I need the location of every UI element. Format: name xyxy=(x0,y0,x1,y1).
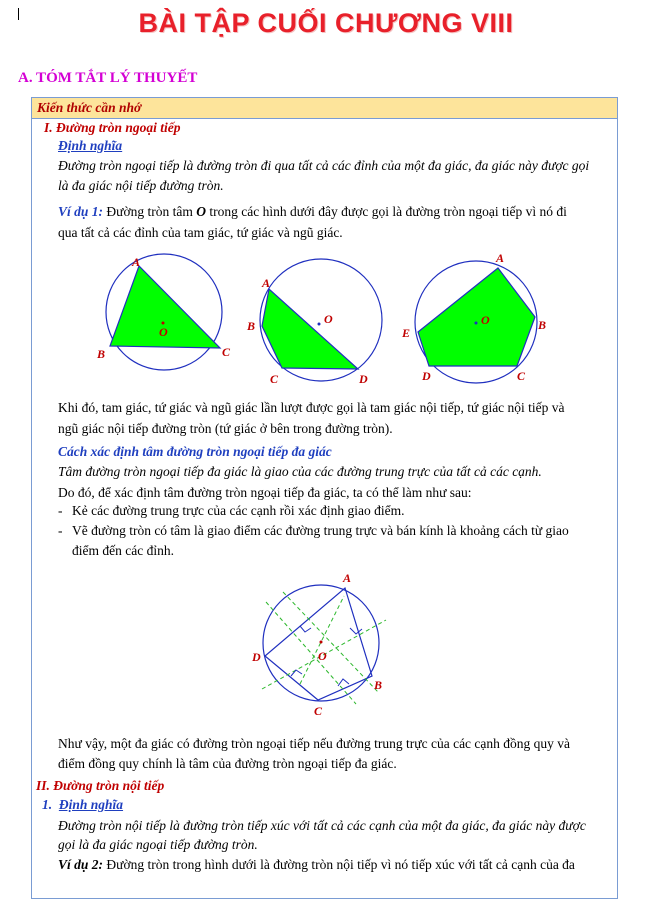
example1-label: Ví dụ 1: xyxy=(58,204,104,219)
example2-label: Ví dụ 2: xyxy=(58,857,104,872)
pentagon-label-c: C xyxy=(517,369,526,383)
triangle-label-c: C xyxy=(222,345,231,359)
construction-label-b: B xyxy=(374,678,383,692)
quad-label-c: C xyxy=(270,372,279,386)
page-title: BÀI TẬP CUỐI CHƯƠNG VIII xyxy=(138,8,514,38)
quad-label-o: O xyxy=(324,312,333,326)
right-angle-1 xyxy=(300,626,311,632)
right-angle-4 xyxy=(291,670,302,676)
construction-label-a: A xyxy=(343,571,352,585)
part1-definition-line1: Đường tròn ngoại tiếp là đường tròn đi qua tất cả các đỉnh của một đa giác, đa giác này được gọi xyxy=(58,158,590,173)
part2-definition-line1: Đường tròn nội tiếp là đường tròn tiếp xúc với tất cả các cạnh của một đa giác, đa giác này được xyxy=(58,818,586,833)
pentagon-label-o: O xyxy=(481,313,490,327)
pentagon-label-e: E xyxy=(402,326,411,340)
after-figures-line2: ngũ giác nội tiếp đường tròn (tứ giác ở bên trong đường tròn). xyxy=(58,421,393,436)
example1-line2: qua tất cả các đỉnh của tam giác, tứ giác và ngũ giác. xyxy=(58,225,343,240)
example2-line xyxy=(58,857,575,873)
construction-label-d: D xyxy=(252,650,261,664)
part1-heading: I. Đường tròn ngoại tiếp xyxy=(44,120,181,135)
example2-text: Đường tròn trong hình dưới là đường tròn nội tiếp vì nó tiếp xúc với tất cả cạnh của đa xyxy=(103,857,575,872)
right-angle-3 xyxy=(338,679,349,686)
part2-definition-line2: gọi là đa giác ngoại tiếp đường tròn. xyxy=(58,837,258,852)
bullet-1-text: Kẻ các đường trung trực của các cạnh rồi xác định giao điểm. xyxy=(72,503,405,518)
pentagon-label-b: B xyxy=(538,318,547,332)
quad-label-d: D xyxy=(359,372,368,386)
bisector-1 xyxy=(283,592,378,692)
conclusion-line2: điểm đồng quy chính là tâm của đường tròn ngoại tiếp đa giác. xyxy=(58,756,397,771)
part2-definition-heading xyxy=(42,797,123,813)
part1-definition-line2: là đa giác nội tiếp đường tròn. xyxy=(58,178,224,193)
method-statement: Tâm đường tròn ngoại tiếp đa giác là giao của các đường trung trực của tất cả các cạnh. xyxy=(58,464,542,479)
example1-text-b: trong các hình dưới đây được gọi là đường tròn ngoại tiếp vì nó đi xyxy=(205,204,567,219)
triangle-label-o: O xyxy=(159,325,168,339)
construction-quadrilateral xyxy=(265,588,372,700)
construction-label-o: O xyxy=(318,649,327,663)
triangle-label-b: B xyxy=(97,347,106,361)
bullet-2-line2: điểm đến các đỉnh. xyxy=(72,543,174,558)
construction-label-c: C xyxy=(314,704,323,718)
construction-center-dot xyxy=(320,641,323,644)
method-title: Cách xác định tâm đường tròn ngoại tiếp đa giác xyxy=(58,444,332,459)
pentagon-label-d: D xyxy=(422,369,431,383)
pentagon-label-a: A xyxy=(496,251,505,265)
right-angle-2 xyxy=(350,628,362,634)
part2-heading: II. Đường tròn nội tiếp xyxy=(36,778,165,793)
quad-label-a: A xyxy=(262,276,271,290)
knowledge-box-title: Kiến thức cần nhớ xyxy=(37,100,142,115)
method-intro: Do đó, để xác định tâm đường tròn ngoại tiếp đa giác, ta có thể làm như sau: xyxy=(58,485,472,500)
example1-center-o: O xyxy=(196,204,206,219)
part1-definition-title: Định nghĩa xyxy=(58,138,123,153)
bisector-4 xyxy=(300,596,344,684)
example1-text-a: Đường tròn tâm xyxy=(103,204,197,219)
bullet-1-mark: - xyxy=(58,503,63,518)
bullet-2-line1: Vẽ đường tròn có tâm là giao điểm các đường trung trực và bán kính là khoảng cách từ giao xyxy=(72,523,569,538)
bullet-2-mark: - xyxy=(58,523,63,538)
part2-definition-number: 1. xyxy=(42,797,53,812)
quad-label-b: B xyxy=(247,319,256,333)
section-a-heading: A. TÓM TẮT LÝ THUYẾT xyxy=(18,70,198,86)
triangle-label-a: A xyxy=(132,255,141,269)
after-figures-line1: Khi đó, tam giác, tứ giác và ngũ giác lần lượt được gọi là tam giác nội tiếp, tứ giác nội tiếp và xyxy=(58,400,565,415)
part2-definition-title: Định nghĩa xyxy=(58,797,124,812)
conclusion-line1: Như vậy, một đa giác có đường tròn ngoại tiếp nếu đường trung trực của các cạnh đồng quy và xyxy=(58,736,571,751)
